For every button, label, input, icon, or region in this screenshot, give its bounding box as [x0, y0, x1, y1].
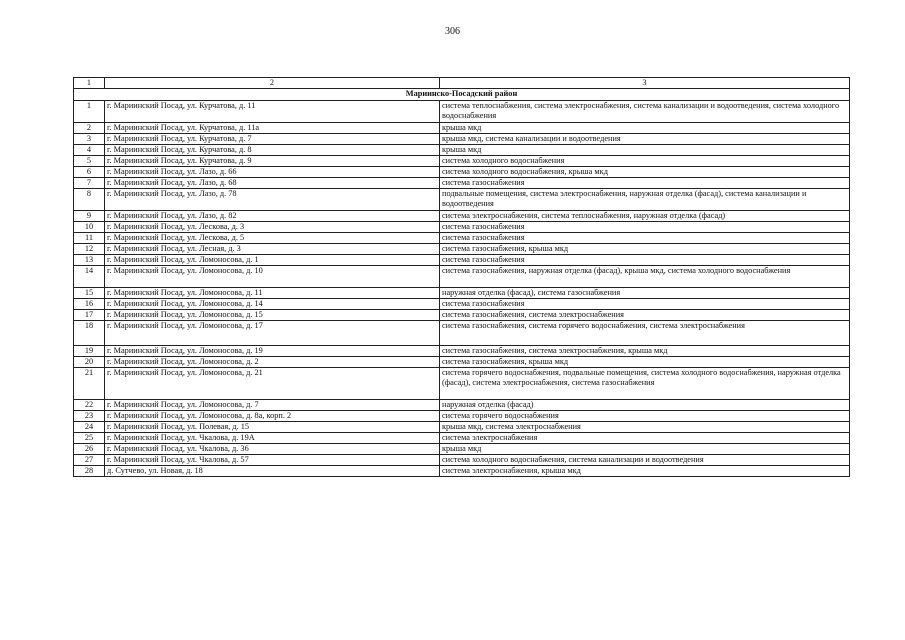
row-number: 8	[74, 189, 105, 211]
section-title: Мариинско-Посадский район	[74, 89, 850, 101]
row-address: г. Мариинский Посад, ул. Ломоносова, д. 11	[105, 288, 440, 299]
row-address: г. Мариинский Посад, ул. Лазо, д. 68	[105, 178, 440, 189]
table-row	[74, 433, 850, 444]
row-number: 16	[74, 299, 105, 310]
table-row	[74, 189, 850, 211]
row-works: система газоснабжения, система горячего водоснабжения, система электроснабжения	[440, 321, 850, 346]
table-row	[74, 178, 850, 189]
row-address: г. Мариинский Посад, ул. Лескова, д. 5	[105, 233, 440, 244]
table-row	[74, 466, 850, 477]
row-works: крыша мкд, система канализации и водоотведения	[440, 134, 850, 145]
row-number: 14	[74, 266, 105, 288]
row-number: 9	[74, 211, 105, 222]
table-row	[74, 145, 850, 156]
row-number: 6	[74, 167, 105, 178]
table-row	[74, 244, 850, 255]
works-table-body	[74, 78, 850, 477]
row-number: 17	[74, 310, 105, 321]
row-address: г. Мариинский Посад, ул. Ломоносова, д. 15	[105, 310, 440, 321]
row-works: система газоснабжения	[440, 233, 850, 244]
row-address: г. Мариинский Посад, ул. Лазо, д. 78	[105, 189, 440, 211]
header-col-1: 1	[74, 78, 105, 89]
row-address: г. Мариинский Посад, ул. Ломоносова, д. 2	[105, 357, 440, 368]
table-row	[74, 299, 850, 310]
table-row	[74, 255, 850, 266]
row-address: г. Мариинский Посад, ул. Ломоносова, д. 21	[105, 368, 440, 400]
row-works: система газоснабжения, система электроснабжения, крыша мкд	[440, 346, 850, 357]
table-row	[74, 222, 850, 233]
row-works: система горячего водоснабжения	[440, 411, 850, 422]
page-number: 306	[445, 26, 460, 37]
table-row	[74, 167, 850, 178]
row-works: система газоснабжения	[440, 299, 850, 310]
row-address: г. Мариинский Посад, ул. Чкалова, д. 36	[105, 444, 440, 455]
row-works: система горячего водоснабжения, подвальные помещения, система холодного водоснабжения, наружная отделка (фасад), система электроснабжения, система газоснабжения	[440, 368, 850, 400]
row-number: 15	[74, 288, 105, 299]
table-row	[74, 455, 850, 466]
row-works: система электроснабжения	[440, 433, 850, 444]
row-address: г. Мариинский Посад, ул. Ломоносова, д. 19	[105, 346, 440, 357]
row-address: г. Мариинский Посад, ул. Чкалова, д. 57	[105, 455, 440, 466]
row-works: система холодного водоснабжения	[440, 156, 850, 167]
table-row	[74, 422, 850, 433]
row-number: 22	[74, 400, 105, 411]
row-address: г. Мариинский Посад, ул. Чкалова, д. 19А	[105, 433, 440, 444]
table-row	[74, 211, 850, 222]
row-works: система газоснабжения, система электроснабжения	[440, 310, 850, 321]
row-address: д. Сутчево, ул. Новая, д. 18	[105, 466, 440, 477]
table-row	[74, 368, 850, 400]
row-address: г. Мариинский Посад, ул. Лазо, д. 66	[105, 167, 440, 178]
header-col-3: 3	[440, 78, 850, 89]
row-address: г. Мариинский Посад, ул. Курчатова, д. 8	[105, 145, 440, 156]
row-number: 3	[74, 134, 105, 145]
row-works: система электроснабжения, крыша мкд	[440, 466, 850, 477]
row-address: г. Мариинский Посад, ул. Полевая, д. 15	[105, 422, 440, 433]
works-table	[73, 77, 850, 477]
row-address: г. Мариинский Посад, ул. Лазо, д. 82	[105, 211, 440, 222]
row-works: система электроснабжения, система теплоснабжения, наружная отделка (фасад)	[440, 211, 850, 222]
table-row	[74, 134, 850, 145]
row-address: г. Мариинский Посад, ул. Курчатова, д. 7	[105, 134, 440, 145]
row-address: г. Мариинский Посад, ул. Курчатова, д. 9	[105, 156, 440, 167]
row-number: 25	[74, 433, 105, 444]
table-row	[74, 310, 850, 321]
row-address: г. Мариинский Посад, ул. Ломоносова, д. 10	[105, 266, 440, 288]
row-works: система газоснабжения, крыша мкд	[440, 357, 850, 368]
row-number: 5	[74, 156, 105, 167]
table-row	[74, 357, 850, 368]
row-number: 24	[74, 422, 105, 433]
row-address: г. Мариинский Посад, ул. Курчатова, д. 11а	[105, 123, 440, 134]
table-row	[74, 123, 850, 134]
row-works: подвальные помещения, система электроснабжения, наружная отделка (фасад), система канализации и водоотведения	[440, 189, 850, 211]
table-row	[74, 101, 850, 123]
row-number: 21	[74, 368, 105, 400]
table-row	[74, 233, 850, 244]
row-address: г. Мариинский Посад, ул. Курчатова, д. 11	[105, 101, 440, 123]
row-works: крыша мкд, система электроснабжения	[440, 422, 850, 433]
table-row	[74, 266, 850, 288]
row-number: 19	[74, 346, 105, 357]
table-row	[74, 400, 850, 411]
row-number: 23	[74, 411, 105, 422]
row-works: система газоснабжения, крыша мкд	[440, 244, 850, 255]
table-row	[74, 411, 850, 422]
table-row	[74, 156, 850, 167]
row-works: система холодного водоснабжения, система канализации и водоотведения	[440, 455, 850, 466]
row-address: г. Мариинский Посад, ул. Ломоносова, д. 17	[105, 321, 440, 346]
row-works: крыша мкд	[440, 123, 850, 134]
row-address: г. Мариинский Посад, ул. Ломоносова, д. 7	[105, 400, 440, 411]
table-row	[74, 444, 850, 455]
row-number: 10	[74, 222, 105, 233]
row-number: 20	[74, 357, 105, 368]
row-works: система холодного водоснабжения, крыша мкд	[440, 167, 850, 178]
row-number: 1	[74, 101, 105, 123]
row-works: крыша мкд	[440, 145, 850, 156]
section-row	[74, 89, 850, 101]
row-address: г. Мариинский Посад, ул. Ломоносова, д. 1	[105, 255, 440, 266]
row-works: крыша мкд	[440, 444, 850, 455]
row-number: 7	[74, 178, 105, 189]
row-works: наружная отделка (фасад)	[440, 400, 850, 411]
row-works: система газоснабжения	[440, 178, 850, 189]
row-works: наружная отделка (фасад), система газоснабжения	[440, 288, 850, 299]
row-works: система газоснабжения	[440, 255, 850, 266]
row-number: 27	[74, 455, 105, 466]
row-number: 4	[74, 145, 105, 156]
row-number: 2	[74, 123, 105, 134]
row-works: система газоснабжения	[440, 222, 850, 233]
row-address: г. Мариинский Посад, ул. Ломоносова, д. 14	[105, 299, 440, 310]
header-row	[74, 78, 850, 89]
table-row	[74, 346, 850, 357]
row-number: 18	[74, 321, 105, 346]
row-works: система теплоснабжения, система электроснабжения, система канализации и водоотведения, система холодного водоснабжения	[440, 101, 850, 123]
row-number: 11	[74, 233, 105, 244]
row-works: система газоснабжения, наружная отделка (фасад), крыша мкд, система холодного водоснабжения	[440, 266, 850, 288]
row-address: г. Мариинский Посад, ул. Ломоносова, д. 8а, корп. 2	[105, 411, 440, 422]
row-number: 26	[74, 444, 105, 455]
row-address: г. Мариинский Посад, ул. Лесная, д. 3	[105, 244, 440, 255]
row-number: 13	[74, 255, 105, 266]
row-address: г. Мариинский Посад, ул. Лескова, д. 3	[105, 222, 440, 233]
row-number: 28	[74, 466, 105, 477]
row-number: 12	[74, 244, 105, 255]
table-row	[74, 288, 850, 299]
table-row	[74, 321, 850, 346]
header-col-2: 2	[105, 78, 440, 89]
